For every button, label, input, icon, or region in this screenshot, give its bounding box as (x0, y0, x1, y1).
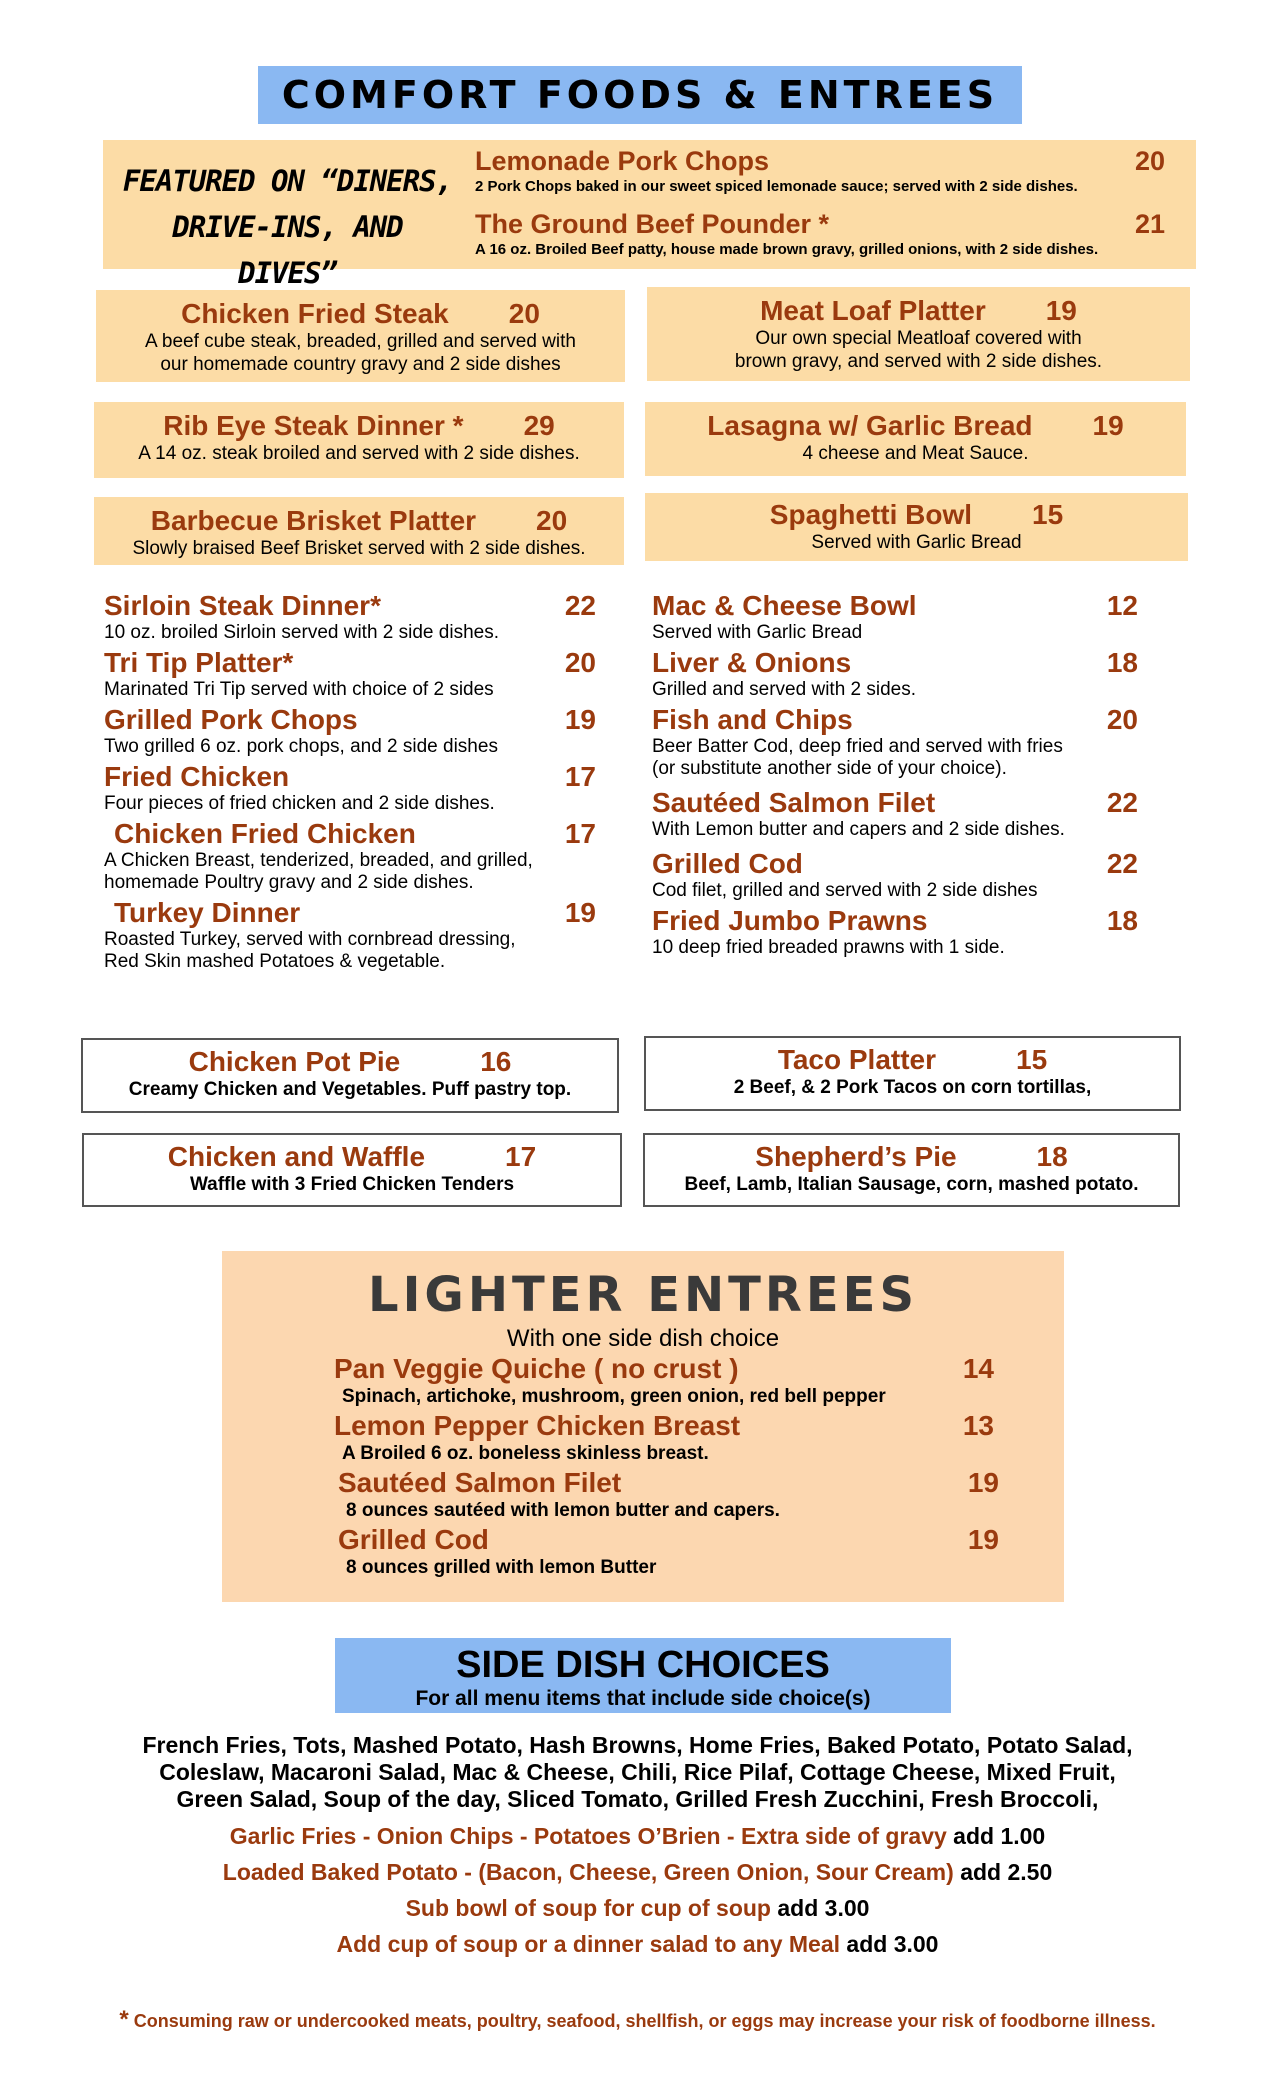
list-item (652, 647, 1138, 704)
item-name: Fish and Chips (652, 704, 853, 735)
list-item (104, 647, 596, 704)
list-item (652, 590, 1138, 647)
addon-price: add 3.00 (777, 1895, 870, 1921)
item-price: 19 (564, 897, 596, 928)
item-name: Tri Tip Platter* (104, 647, 294, 678)
item-name: Taco Platter (777, 1044, 937, 1075)
side-dish-title: SIDE DISH CHOICES (456, 1644, 830, 1686)
menu-item-box (94, 402, 624, 478)
item-name: Lasagna w/ Garlic Bread (707, 410, 1033, 441)
item-desc: Roasted Turkey, served with cornbread dressing, (104, 929, 516, 950)
item-name: Spaghetti Bowl (769, 499, 973, 530)
item-desc: Slowly braised Beef Brisket served with 2 side dishes. (132, 538, 586, 559)
lighter-entrees-box (222, 1251, 1064, 1602)
menu-list-left (104, 590, 596, 976)
addon-price: add 3.00 (846, 1931, 939, 1957)
featured-item-name: Lemonade Pork Chops (475, 146, 770, 176)
item-desc: A 14 oz. steak broiled and served with 2 side dishes. (138, 443, 580, 464)
item-name: Pan Veggie Quiche ( no crust ) (334, 1353, 739, 1384)
item-desc: (or substitute another side of your choice). (652, 758, 1007, 779)
featured-item-desc: 2 Pork Chops baked in our sweet spiced lemonade sauce; served with 2 side dishes. (475, 178, 1078, 195)
list-item (652, 787, 1138, 848)
featured-item-desc: A 16 oz. Broiled Beef patty, house made brown gravy, grilled onions, with 2 side dishes. (475, 241, 1099, 258)
item-name: Meat Loaf Platter (760, 295, 986, 326)
item-desc: Creamy Chicken and Vegetables. Puff pastry top. (128, 1079, 572, 1100)
item-price: 19 (1045, 295, 1077, 326)
side-dish-subtitle: For all menu items that include side choice(s) (415, 1687, 871, 1710)
item-desc: A Chicken Breast, tenderized, breaded, and grilled, (104, 850, 533, 871)
item-desc: our homemade country gravy and 2 side dishes (160, 354, 561, 375)
item-name: Mac & Cheese Bowl (652, 590, 917, 621)
lighter-item (334, 1410, 994, 1466)
item-desc: 4 cheese and Meat Sauce. (802, 443, 1029, 464)
list-item (652, 848, 1138, 905)
list-item (104, 897, 596, 976)
item-desc: With Lemon butter and capers and 2 side dishes. (652, 819, 1065, 840)
item-price: 19 (1092, 410, 1124, 441)
featured-label (115, 158, 460, 296)
item-price: 12 (1106, 590, 1138, 621)
boxed-item (643, 1133, 1180, 1207)
item-name: Sautéed Salmon Filet (338, 1467, 622, 1498)
item-price: 15 (1032, 499, 1064, 530)
boxed-item (82, 1133, 622, 1207)
menu-item-box (645, 402, 1186, 476)
comfort-foods-banner (258, 66, 1022, 124)
item-price: 17 (505, 1141, 537, 1172)
item-name: Chicken Fried Steak (181, 298, 449, 329)
food-safety-footnote (40, 2006, 1235, 2034)
item-desc: Beer Batter Cod, deep fried and served with fries (652, 736, 1063, 757)
item-price: 20 (508, 298, 540, 329)
featured-box (103, 140, 1196, 290)
side-dish-line: French Fries, Tots, Mashed Potato, Hash Browns, Home Fries, Baked Potato, Potato Salad, (142, 1732, 1133, 1758)
item-price: 18 (1106, 905, 1138, 936)
item-desc: homemade Poultry gravy and 2 side dishes. (104, 872, 474, 893)
lighter-item (334, 1353, 994, 1409)
item-name: Sautéed Salmon Filet (652, 787, 936, 818)
menu-item-box (647, 287, 1190, 381)
featured-label-line2: DRIVE-INS, AND DIVES” (172, 210, 403, 290)
item-price: 14 (962, 1353, 994, 1384)
item-desc: 2 Beef, & 2 Pork Tacos on corn tortillas, (733, 1077, 1092, 1098)
item-price: 20 (564, 647, 596, 678)
item-price: 19 (967, 1467, 999, 1498)
item-name: Chicken Fried Chicken (114, 818, 416, 849)
item-price: 15 (1016, 1044, 1048, 1075)
side-addons (40, 1818, 1235, 1962)
item-price: 19 (564, 704, 596, 735)
item-name: Fried Jumbo Prawns (652, 905, 928, 936)
list-item (652, 905, 1138, 962)
side-dish-list (40, 1732, 1235, 1813)
item-price: 20 (1106, 704, 1138, 735)
item-desc: 10 oz. broiled Sirloin served with 2 side dishes. (104, 622, 499, 643)
item-desc: Marinated Tri Tip served with choice of 2 sides (104, 679, 494, 700)
item-desc: Spinach, artichoke, mushroom, green onion, red bell pepper (342, 1386, 886, 1407)
item-price: 17 (564, 761, 596, 792)
featured-item-price: 21 (1134, 209, 1165, 239)
footnote-text: Consuming raw or undercooked meats, poultry, seafood, shellfish, or eggs may increase your risk of foodborne illness. (133, 2011, 1156, 2031)
item-desc: Grilled and served with 2 sides. (652, 679, 917, 700)
item-price: 29 (523, 410, 555, 441)
item-desc: Two grilled 6 oz. pork chops, and 2 side dishes (104, 736, 498, 757)
list-item (104, 704, 596, 761)
addon-line (40, 1818, 1235, 1854)
addon-text: Loaded Baked Potato - (Bacon, Cheese, Green Onion, Sour Cream) (222, 1859, 954, 1885)
menu-list-right (652, 590, 1138, 962)
menu-item-box (645, 493, 1188, 561)
featured-item (475, 209, 1165, 258)
addon-text: Sub bowl of soup for cup of soup (405, 1895, 771, 1921)
item-price: 17 (564, 818, 596, 849)
item-price: 13 (962, 1410, 994, 1441)
menu-item-box (96, 290, 625, 382)
item-desc: Served with Garlic Bread (811, 532, 1022, 553)
item-name: Grilled Cod (338, 1524, 489, 1555)
list-item (104, 590, 596, 647)
item-price: 22 (1106, 848, 1138, 879)
item-price: 22 (1106, 787, 1138, 818)
addon-price: add 1.00 (953, 1823, 1046, 1849)
lighter-item (338, 1467, 999, 1523)
item-desc: Our own special Meatloaf covered with (755, 328, 1082, 349)
item-name: Grilled Cod (652, 848, 803, 879)
addon-line (40, 1854, 1235, 1890)
lighter-title: LIGHTER ENTREES (367, 1267, 919, 1323)
footnote-star: * (119, 2006, 129, 2033)
featured-item (475, 146, 1165, 195)
boxed-item (644, 1036, 1181, 1111)
menu-item-box (94, 497, 624, 565)
addon-price: add 2.50 (960, 1859, 1053, 1885)
item-price: 19 (967, 1524, 999, 1555)
item-name: Shepherd’s Pie (755, 1141, 957, 1172)
item-desc: A beef cube steak, breaded, grilled and served with (145, 331, 576, 352)
item-name: Lemon Pepper Chicken Breast (334, 1410, 741, 1441)
featured-item-price: 20 (1134, 146, 1165, 176)
item-price: 18 (1106, 647, 1138, 678)
item-price: 22 (564, 590, 596, 621)
boxed-item (81, 1038, 619, 1113)
item-desc: 8 ounces grilled with lemon Butter (346, 1557, 657, 1578)
item-desc: A Broiled 6 oz. boneless skinless breast. (342, 1443, 709, 1464)
addon-text: Garlic Fries - Onion Chips - Potatoes O’Brien - Extra side of gravy (229, 1823, 947, 1849)
item-desc: Four pieces of fried chicken and 2 side dishes. (104, 793, 495, 814)
item-name: Chicken Pot Pie (188, 1046, 401, 1077)
item-name: Rib Eye Steak Dinner * (163, 410, 464, 441)
item-price: 18 (1036, 1141, 1068, 1172)
featured-item-name: The Ground Beef Pounder * (475, 209, 830, 239)
item-desc: Beef, Lamb, Italian Sausage, corn, mashed potato. (684, 1174, 1139, 1195)
lighter-subtitle: With one side dish choice (506, 1325, 780, 1352)
item-name: Liver & Onions (652, 647, 852, 678)
item-desc: Served with Garlic Bread (652, 622, 863, 643)
item-name: Fried Chicken (104, 761, 290, 792)
item-name: Barbecue Brisket Platter (150, 505, 477, 536)
addon-text: Add cup of soup or a dinner salad to any Meal (336, 1931, 841, 1957)
addon-line (40, 1926, 1235, 1962)
side-dish-line: Coleslaw, Macaroni Salad, Mac & Cheese, Chili, Rice Pilaf, Cottage Cheese, Mixed Fruit, (159, 1759, 1116, 1785)
item-name: Grilled Pork Chops (104, 704, 358, 735)
item-desc: 8 ounces sautéed with lemon butter and capers. (346, 1500, 780, 1521)
banner-title: COMFORT FOODS & ENTREES (281, 73, 999, 117)
item-name: Chicken and Waffle (167, 1141, 426, 1172)
list-item (652, 704, 1138, 787)
item-desc: Waffle with 3 Fried Chicken Tenders (189, 1174, 515, 1195)
item-desc: 10 deep fried breaded prawns with 1 side. (652, 937, 1005, 958)
list-item (104, 818, 596, 897)
side-dish-line: Green Salad, Soup of the day, Sliced Tomato, Grilled Fresh Zucchini, Fresh Broccoli, (176, 1786, 1099, 1812)
lighter-item (338, 1524, 999, 1580)
featured-label-line1: FEATURED ON “DINERS, (122, 164, 453, 198)
item-name: Sirloin Steak Dinner* (104, 590, 381, 621)
item-desc: Cod filet, grilled and served with 2 side dishes (652, 880, 1038, 901)
item-name: Turkey Dinner (114, 897, 301, 928)
addon-line (40, 1890, 1235, 1926)
side-dish-banner (335, 1638, 951, 1713)
item-desc: brown gravy, and served with 2 side dishes. (734, 351, 1103, 372)
list-item (104, 761, 596, 818)
item-price: 16 (480, 1046, 512, 1077)
item-price: 20 (536, 505, 568, 536)
item-desc: Red Skin mashed Potatoes & vegetable. (104, 951, 446, 972)
